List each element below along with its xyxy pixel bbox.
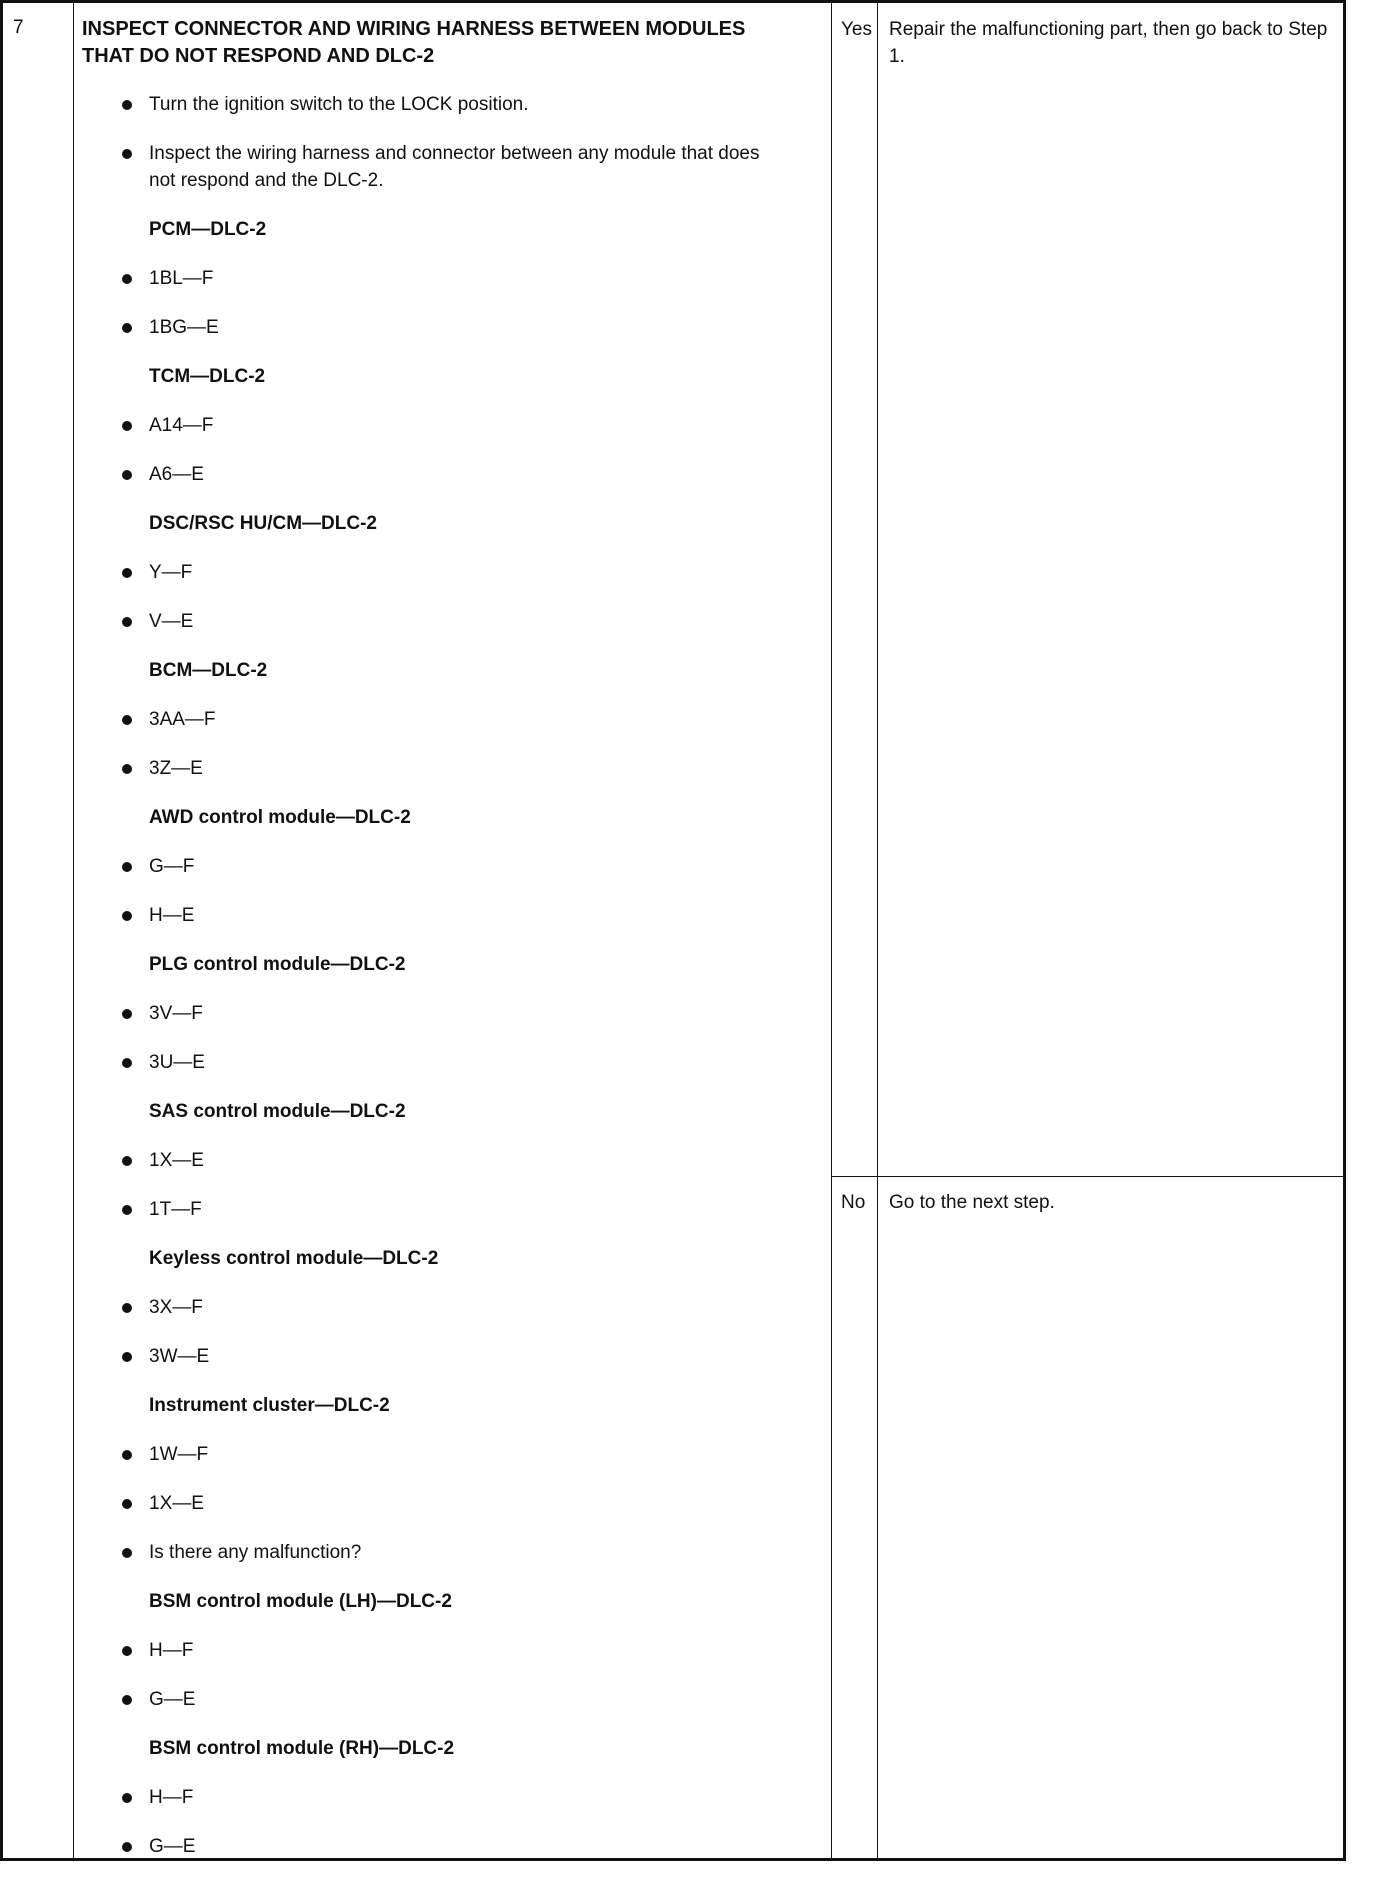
connector-group-heading bbox=[82, 800, 822, 849]
list-item bbox=[82, 1290, 822, 1339]
item-text: 3U—E bbox=[149, 1052, 205, 1073]
item-text: H—F bbox=[149, 1640, 194, 1661]
connector-group-heading bbox=[82, 1094, 822, 1143]
bullet-icon bbox=[122, 421, 132, 431]
item-text: 3Z—E bbox=[149, 758, 203, 779]
heading-text: Instrument cluster—DLC-2 bbox=[149, 1395, 390, 1416]
connector-group-heading bbox=[82, 1731, 822, 1780]
list-item bbox=[82, 310, 822, 359]
list-item bbox=[82, 136, 822, 212]
item-text: 1X—E bbox=[149, 1493, 204, 1514]
heading-text: PLG control module—DLC-2 bbox=[149, 954, 406, 975]
step-title-line: THAT DO NOT RESPOND AND DLC-2 bbox=[82, 45, 435, 67]
heading-text: AWD control module—DLC-2 bbox=[149, 807, 411, 828]
connector-group-heading bbox=[82, 653, 822, 702]
connector-group-heading bbox=[82, 947, 822, 996]
item-text: A14—F bbox=[149, 415, 214, 436]
bullet-icon bbox=[122, 100, 132, 110]
list-item bbox=[82, 1780, 822, 1829]
bullet-icon bbox=[122, 470, 132, 480]
step-title-line: INSPECT CONNECTOR AND WIRING HARNESS BETWEEN MODULES bbox=[82, 18, 746, 40]
item-text: A6—E bbox=[149, 464, 204, 485]
bullet-icon bbox=[122, 1646, 132, 1656]
heading-text: BCM—DLC-2 bbox=[149, 660, 268, 681]
bullet-icon bbox=[122, 1695, 132, 1705]
list-item bbox=[82, 457, 822, 506]
item-text: Inspect the wiring harness and connector between any module that does not respond and the DLC-2. bbox=[149, 143, 760, 191]
item-text: 3X—F bbox=[149, 1297, 203, 1318]
item-text: 3V—F bbox=[149, 1003, 203, 1024]
list-item bbox=[82, 996, 822, 1045]
list-item bbox=[82, 751, 822, 800]
inspection-list bbox=[82, 87, 822, 1878]
bullet-icon bbox=[122, 323, 132, 333]
bullet-icon bbox=[122, 764, 132, 774]
column-divider bbox=[73, 3, 74, 1858]
bullet-icon bbox=[122, 1156, 132, 1166]
bullet-icon bbox=[122, 617, 132, 627]
list-item bbox=[82, 555, 822, 604]
item-text: 1T—F bbox=[149, 1199, 202, 1220]
bullet-icon bbox=[122, 1303, 132, 1313]
bullet-icon bbox=[122, 1009, 132, 1019]
item-text: H—E bbox=[149, 905, 195, 926]
list-item bbox=[82, 1045, 822, 1094]
heading-text: TCM—DLC-2 bbox=[149, 366, 266, 387]
heading-text: BSM control module (RH)—DLC-2 bbox=[149, 1738, 455, 1759]
bullet-icon bbox=[122, 715, 132, 725]
bullet-icon bbox=[122, 274, 132, 284]
list-item bbox=[82, 1437, 822, 1486]
item-text: 3AA—F bbox=[149, 709, 216, 730]
connector-group-heading bbox=[82, 359, 822, 408]
heading-text: DSC/RSC HU/CM—DLC-2 bbox=[149, 513, 377, 534]
bullet-icon bbox=[122, 911, 132, 921]
item-text: H—F bbox=[149, 1787, 194, 1808]
bullet-icon bbox=[122, 568, 132, 578]
connector-group-heading bbox=[82, 1388, 822, 1437]
item-text: Is there any malfunction? bbox=[149, 1542, 362, 1563]
list-item bbox=[82, 702, 822, 751]
item-text: 1W—F bbox=[149, 1444, 209, 1465]
list-item bbox=[82, 87, 822, 136]
list-item bbox=[82, 604, 822, 653]
list-item bbox=[82, 1829, 822, 1878]
item-text: G—E bbox=[149, 1689, 196, 1710]
item-text: 1BL—F bbox=[149, 268, 214, 289]
yes-action: Repair the malfunctioning part, then go back to Step 1. bbox=[889, 19, 1328, 67]
yes-label: Yes bbox=[841, 19, 872, 40]
step-title bbox=[82, 16, 827, 70]
bullet-icon bbox=[122, 1548, 132, 1558]
bullet-icon bbox=[122, 862, 132, 872]
list-item bbox=[82, 261, 822, 310]
list-item bbox=[82, 849, 822, 898]
item-text: 3W—E bbox=[149, 1346, 210, 1367]
list-item bbox=[82, 898, 822, 947]
list-item bbox=[82, 1339, 822, 1388]
connector-group-heading bbox=[82, 1241, 822, 1290]
connector-group-heading bbox=[82, 506, 822, 555]
list-item bbox=[82, 1192, 822, 1241]
bullet-icon bbox=[122, 1058, 132, 1068]
bullet-icon bbox=[122, 1499, 132, 1509]
item-text: G—F bbox=[149, 856, 195, 877]
no-label: No bbox=[841, 1192, 866, 1213]
item-text: 1BG—E bbox=[149, 317, 219, 338]
bullet-icon bbox=[122, 1842, 132, 1852]
column-divider bbox=[877, 3, 878, 1858]
bullet-icon bbox=[122, 1205, 132, 1215]
list-item bbox=[82, 408, 822, 457]
item-text: Turn the ignition switch to the LOCK position. bbox=[149, 94, 529, 115]
connector-group-heading bbox=[82, 212, 822, 261]
heading-text: PCM—DLC-2 bbox=[149, 219, 267, 240]
bullet-icon bbox=[122, 1450, 132, 1460]
list-item bbox=[82, 1633, 822, 1682]
heading-text: SAS control module—DLC-2 bbox=[149, 1101, 406, 1122]
item-text: Y—F bbox=[149, 562, 193, 583]
heading-text: Keyless control module—DLC-2 bbox=[149, 1248, 439, 1269]
list-item bbox=[82, 1535, 822, 1584]
heading-text: BSM control module (LH)—DLC-2 bbox=[149, 1591, 452, 1612]
bullet-icon bbox=[122, 1352, 132, 1362]
no-action: Go to the next step. bbox=[889, 1192, 1055, 1213]
bullet-icon bbox=[122, 1793, 132, 1803]
row-divider bbox=[831, 1176, 1343, 1177]
list-item bbox=[82, 1486, 822, 1535]
bullet-icon bbox=[122, 149, 132, 159]
item-text: V—E bbox=[149, 611, 194, 632]
item-text: G—E bbox=[149, 1836, 196, 1857]
list-item bbox=[82, 1143, 822, 1192]
list-item bbox=[82, 1682, 822, 1731]
column-divider bbox=[831, 3, 832, 1858]
step-number: 7 bbox=[13, 17, 24, 38]
item-text: 1X—E bbox=[149, 1150, 204, 1171]
connector-group-heading bbox=[82, 1584, 822, 1633]
